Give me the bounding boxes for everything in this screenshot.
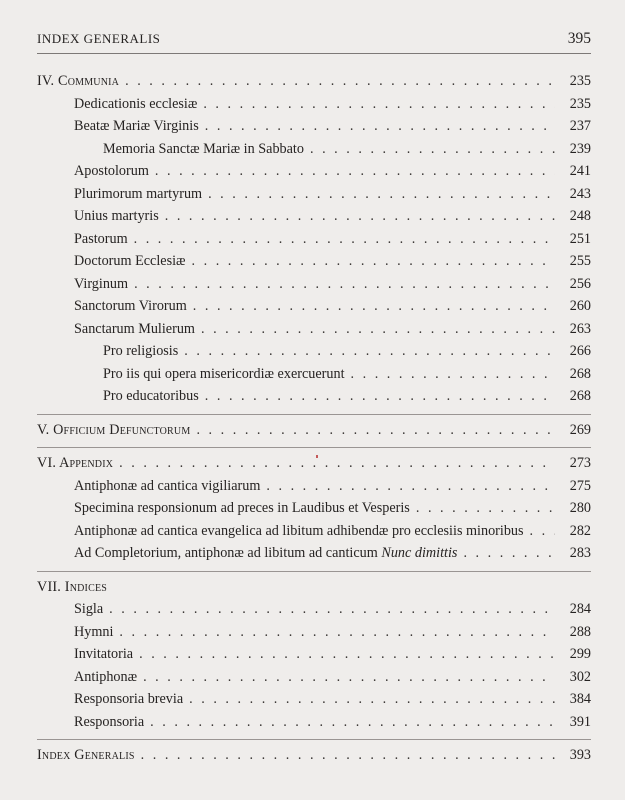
dot-leader — [141, 747, 555, 764]
dot-leader — [165, 208, 555, 225]
toc-page-number: 299 — [569, 646, 591, 662]
dot-leader — [193, 298, 555, 315]
toc-section — [37, 455, 591, 572]
toc-page-number: 235 — [569, 73, 591, 89]
toc-page-number: 263 — [569, 320, 591, 337]
dot-leader — [139, 646, 555, 663]
toc-page-number: 241 — [569, 163, 591, 179]
toc-entry-label: Memoria Sanctæ Mariæ in Sabbato — [103, 140, 304, 157]
toc-section-heading[interactable] — [37, 747, 591, 770]
toc-page-number: 251 — [569, 230, 591, 247]
toc-entry-italic-title: Nunc dimittis — [381, 545, 458, 561]
header-title: INDEX GENERALIS — [37, 31, 161, 46]
dot-leader — [266, 478, 555, 495]
toc-entry-label: V. Officium Defunctorum — [37, 421, 191, 438]
toc-entry-label: Pro iis qui opera misericordiæ exercuerunt — [103, 365, 345, 382]
toc-page-number: 255 — [569, 253, 591, 269]
toc-page-number: 235 — [569, 95, 591, 112]
dot-leader — [155, 163, 555, 180]
dot-leader — [201, 321, 555, 338]
dot-leader — [125, 73, 555, 90]
toc-entry[interactable] — [37, 646, 591, 669]
toc-section — [37, 73, 591, 415]
toc-entry-label: Index Generalis — [37, 747, 135, 763]
dot-leader — [416, 500, 555, 517]
toc-page-number: 266 — [569, 343, 591, 359]
dot-leader — [205, 388, 555, 405]
toc-page-number: 282 — [569, 522, 591, 539]
toc-entry-label: Sigla — [74, 601, 104, 617]
toc-entry-label: Pastorum — [74, 230, 128, 247]
dot-leader — [192, 253, 556, 270]
toc-entry[interactable] — [37, 186, 591, 209]
toc-entry[interactable] — [37, 500, 591, 523]
toc-entry[interactable] — [37, 388, 591, 411]
dot-leader — [310, 141, 555, 158]
dot-leader — [143, 669, 555, 686]
dot-leader — [530, 523, 555, 540]
toc-entry[interactable] — [37, 231, 591, 254]
toc-entry[interactable] — [37, 545, 591, 568]
running-header — [37, 30, 591, 54]
toc-entry[interactable] — [37, 669, 591, 692]
toc-entry[interactable] — [37, 118, 591, 141]
dot-leader — [134, 276, 555, 293]
toc-entry-label: Virginum — [74, 275, 129, 292]
toc-page-number: 384 — [569, 691, 591, 707]
dot-leader — [134, 231, 555, 248]
ink-mark — [316, 455, 318, 458]
toc-entry[interactable] — [37, 276, 591, 299]
dot-leader — [184, 343, 555, 360]
toc-page-number: 269 — [569, 421, 591, 438]
toc-entry-label: Antiphonæ ad cantica vigiliarum — [74, 477, 261, 494]
toc-entry[interactable] — [37, 523, 591, 546]
toc-entry-label: Responsoria — [74, 713, 145, 730]
toc-page-number: 248 — [569, 208, 591, 224]
toc-entry-label: IV. Communia — [37, 73, 120, 89]
toc-entry-label: Responsoria brevia — [74, 691, 184, 707]
toc-entry[interactable] — [37, 96, 591, 119]
toc-entry-label: Specimina responsionum ad preces in Laudibus et Vesperis — [74, 500, 410, 516]
toc-entry[interactable] — [37, 366, 591, 389]
toc-entry[interactable] — [37, 714, 591, 737]
toc-page-number: 268 — [569, 365, 591, 382]
dot-leader — [208, 186, 555, 203]
toc-page-number: 393 — [569, 747, 591, 763]
toc-entry-label: Unius martyris — [74, 208, 159, 224]
toc-page-number: 288 — [569, 623, 591, 640]
dot-leader — [205, 118, 555, 135]
toc-entry-label: Pro educatoribus — [103, 388, 199, 404]
toc-entry-label: VII. Indices — [37, 578, 108, 595]
toc-page-number: 275 — [569, 477, 591, 494]
toc-entry[interactable] — [37, 601, 591, 624]
toc-entry[interactable] — [37, 478, 591, 501]
toc-entry[interactable] — [37, 298, 591, 321]
toc-section — [37, 747, 591, 773]
toc-entry[interactable] — [37, 253, 591, 276]
dot-leader — [119, 455, 555, 472]
toc-entry-label: Ad Completorium, antiphonæ ad libitum ad canticum Nunc dimittis — [74, 545, 458, 561]
toc-entry-label: Antiphonæ — [74, 668, 138, 685]
toc-entry-label: Antiphonæ ad cantica evangelica ad libitum adhibendæ pro ecclesiis minoribus — [74, 522, 524, 539]
toc-entry-label: VI. Appendix — [37, 455, 114, 471]
toc-section-heading[interactable] — [37, 422, 591, 445]
toc-page-number: 273 — [569, 455, 591, 471]
toc-entry[interactable] — [37, 163, 591, 186]
toc-entry-label: Invitatoria — [74, 646, 134, 662]
dot-leader — [196, 422, 555, 439]
toc-entry[interactable] — [37, 691, 591, 714]
toc-page-number: 260 — [569, 298, 591, 314]
toc-entry[interactable] — [37, 321, 591, 344]
toc-entry-label: Dedicationis ecclesiæ — [74, 95, 198, 112]
toc-entry-label: Plurimorum martyrum — [74, 185, 203, 202]
table-of-contents — [37, 73, 591, 780]
dot-leader — [463, 545, 555, 562]
toc-section — [37, 579, 591, 741]
dot-leader — [119, 624, 555, 641]
toc-page-number: 268 — [569, 388, 591, 404]
header-page-number: 395 — [567, 30, 591, 47]
toc-section-heading[interactable] — [37, 73, 591, 96]
toc-entry-label: Sanctorum Virorum — [74, 298, 187, 314]
toc-page-number: 280 — [569, 500, 591, 516]
toc-section — [37, 422, 591, 449]
dot-leader — [351, 366, 555, 383]
toc-entry[interactable] — [37, 624, 591, 647]
toc-page-number: 391 — [569, 713, 591, 730]
toc-section-heading[interactable] — [37, 579, 591, 602]
toc-entry[interactable] — [37, 208, 591, 231]
toc-page-number: 256 — [569, 275, 591, 292]
dot-leader — [189, 691, 555, 708]
toc-page-number: 237 — [569, 118, 591, 134]
toc-entry[interactable] — [37, 343, 591, 366]
toc-section-heading[interactable] — [37, 455, 591, 478]
toc-page-number: 239 — [569, 140, 591, 157]
toc-entry-label: Sanctarum Mulierum — [74, 320, 195, 337]
toc-entry-label: Apostolorum — [74, 163, 149, 179]
toc-entry-label: Beatæ Mariæ Virginis — [74, 118, 199, 134]
dot-leader — [150, 714, 555, 731]
toc-entry[interactable] — [37, 141, 591, 164]
toc-entry-label: Doctorum Ecclesiæ — [74, 253, 186, 269]
dot-leader — [109, 601, 555, 618]
toc-page-number: 283 — [569, 545, 591, 561]
toc-page-number: 302 — [569, 668, 591, 685]
toc-entry-label: Hymni — [74, 623, 114, 640]
toc-page-number: 284 — [569, 601, 591, 617]
dot-leader — [203, 96, 555, 113]
toc-entry-label: Pro religiosis — [103, 343, 179, 359]
toc-page-number: 243 — [569, 185, 591, 202]
